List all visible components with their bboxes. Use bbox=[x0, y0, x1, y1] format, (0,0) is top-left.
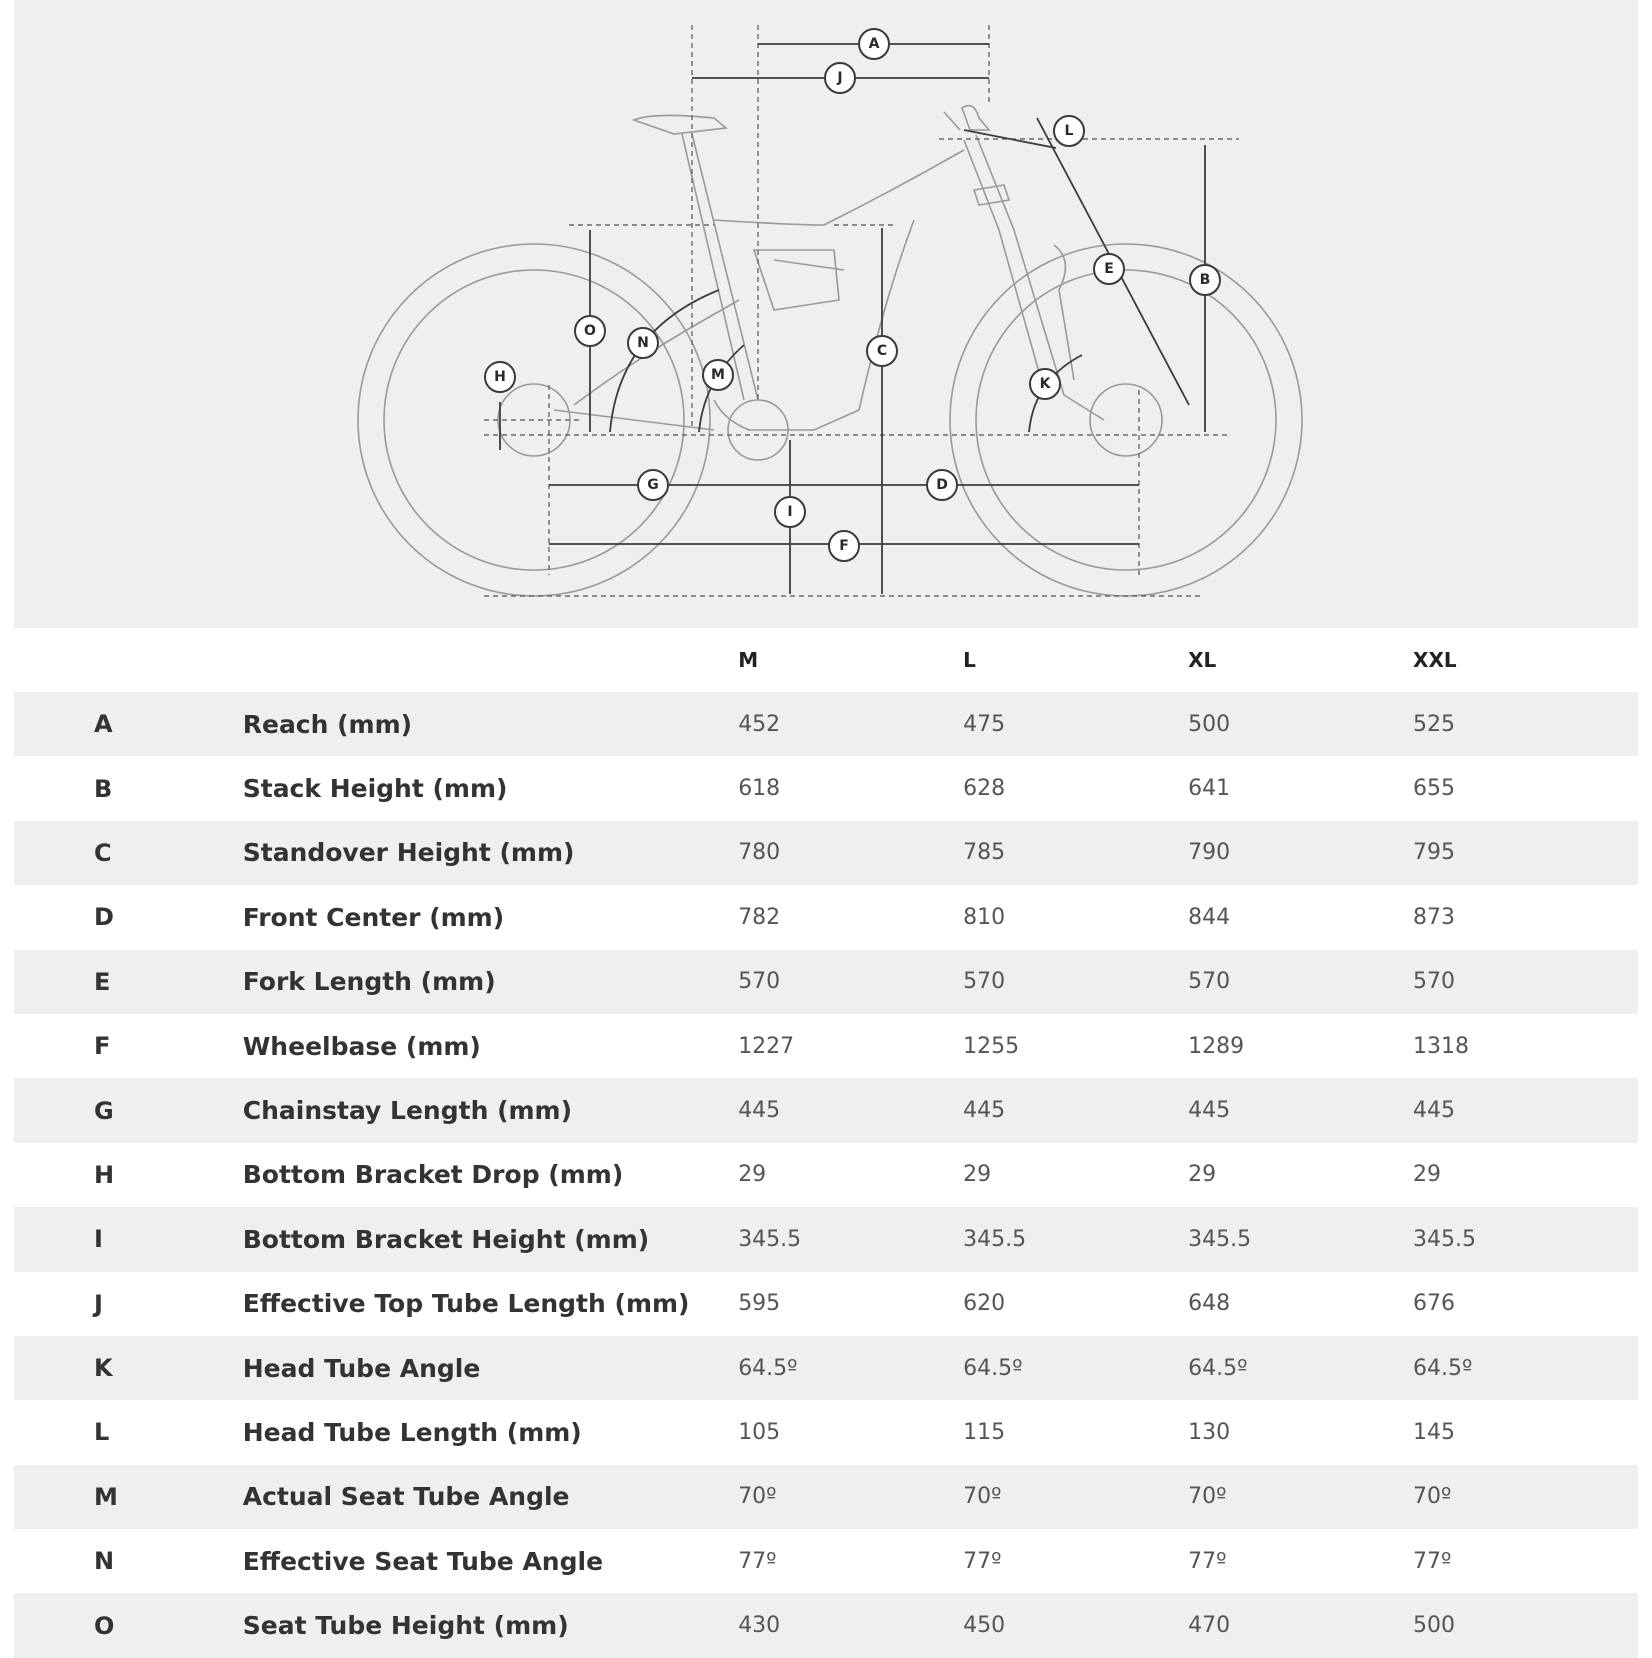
table-row bbox=[14, 1014, 1638, 1078]
row-label: Head Tube Angle bbox=[242, 1353, 481, 1383]
table-row bbox=[14, 756, 1638, 820]
badge-g bbox=[638, 470, 668, 500]
row-value: 77º bbox=[1413, 1548, 1452, 1574]
row-value: 1227 bbox=[738, 1033, 795, 1059]
row-value: 29 bbox=[738, 1162, 767, 1188]
geometry-diagram bbox=[14, 0, 1638, 628]
row-label: Bottom Bracket Drop (mm) bbox=[242, 1160, 624, 1190]
row-label: Fork Length (mm) bbox=[242, 967, 496, 997]
row-value: 64.5º bbox=[1413, 1355, 1473, 1381]
row-value: 64.5º bbox=[963, 1355, 1023, 1381]
table-row bbox=[14, 1336, 1638, 1400]
row-letter: D bbox=[94, 903, 114, 932]
badge-j bbox=[825, 63, 855, 93]
row-value: 345.5 bbox=[738, 1226, 802, 1252]
row-letter: M bbox=[94, 1482, 118, 1511]
badge-l bbox=[1054, 116, 1084, 146]
svg-text:D: D bbox=[936, 477, 948, 493]
row-value: 115 bbox=[963, 1419, 1006, 1445]
table-row bbox=[14, 950, 1638, 1014]
frame-outline bbox=[554, 106, 1104, 460]
badge-d bbox=[927, 470, 957, 500]
row-value: 785 bbox=[963, 840, 1006, 866]
row-value: 780 bbox=[738, 840, 781, 866]
row-label: Front Center (mm) bbox=[242, 902, 505, 932]
table-row bbox=[14, 1272, 1638, 1336]
table-row bbox=[14, 1465, 1638, 1529]
row-value: 1289 bbox=[1188, 1033, 1245, 1059]
row-value: 70º bbox=[1188, 1484, 1227, 1510]
row-value: 105 bbox=[738, 1419, 781, 1445]
badge-o bbox=[575, 316, 605, 346]
row-value: 570 bbox=[738, 969, 781, 995]
table-header bbox=[14, 628, 1638, 692]
row-value: 77º bbox=[738, 1548, 777, 1574]
svg-text:B: B bbox=[1199, 272, 1211, 288]
row-label: Bottom Bracket Height (mm) bbox=[242, 1224, 650, 1254]
row-value: 790 bbox=[1188, 840, 1231, 866]
badge-i bbox=[775, 497, 805, 527]
row-value: 500 bbox=[1413, 1613, 1456, 1639]
row-value: 70º bbox=[1413, 1484, 1452, 1510]
row-value: 64.5º bbox=[1188, 1355, 1248, 1381]
row-value: 570 bbox=[1188, 969, 1231, 995]
row-letter: E bbox=[94, 967, 111, 996]
row-label: Wheelbase (mm) bbox=[242, 1031, 481, 1061]
row-value: 873 bbox=[1413, 904, 1456, 930]
badge-b bbox=[1190, 265, 1220, 295]
row-letter: B bbox=[94, 774, 113, 803]
badge-k bbox=[1030, 369, 1060, 399]
svg-text:L: L bbox=[1064, 123, 1074, 139]
row-letter: J bbox=[94, 1289, 103, 1318]
row-value: 648 bbox=[1188, 1291, 1231, 1317]
row-letter: L bbox=[94, 1418, 110, 1447]
svg-text:A: A bbox=[868, 36, 880, 52]
svg-text:C: C bbox=[876, 343, 888, 359]
row-value: 70º bbox=[738, 1484, 777, 1510]
reference-lines bbox=[484, 25, 1239, 596]
table-row bbox=[14, 885, 1638, 949]
row-value: 570 bbox=[963, 969, 1006, 995]
row-value: 618 bbox=[738, 776, 781, 802]
row-label: Stack Height (mm) bbox=[242, 774, 508, 804]
row-value: 345.5 bbox=[1188, 1226, 1252, 1252]
row-label: Effective Seat Tube Angle bbox=[242, 1546, 604, 1576]
bike-geometry-drawing bbox=[14, 0, 1638, 628]
row-value: 570 bbox=[1413, 969, 1456, 995]
row-letter: O bbox=[94, 1611, 115, 1640]
row-value: 844 bbox=[1188, 904, 1231, 930]
svg-text:N: N bbox=[637, 335, 649, 351]
row-letter: I bbox=[94, 1225, 103, 1254]
row-value: 595 bbox=[738, 1291, 781, 1317]
row-label: Head Tube Length (mm) bbox=[242, 1417, 582, 1447]
size-header: M bbox=[738, 648, 759, 672]
svg-text:M: M bbox=[711, 367, 725, 383]
badge-n bbox=[628, 328, 658, 358]
row-label: Reach (mm) bbox=[242, 709, 413, 739]
row-value: 130 bbox=[1188, 1419, 1231, 1445]
row-letter: N bbox=[94, 1547, 115, 1576]
badge-e bbox=[1094, 254, 1124, 284]
table-row bbox=[14, 1400, 1638, 1464]
svg-text:H: H bbox=[494, 369, 506, 385]
row-value: 64.5º bbox=[738, 1355, 798, 1381]
size-header: XXL bbox=[1413, 648, 1457, 672]
row-value: 1255 bbox=[963, 1033, 1020, 1059]
badge-c bbox=[867, 336, 897, 366]
row-value: 475 bbox=[963, 711, 1006, 737]
row-letter: C bbox=[94, 838, 112, 867]
geometry-table bbox=[14, 628, 1638, 1658]
size-header: L bbox=[963, 648, 976, 672]
row-value: 525 bbox=[1413, 711, 1456, 737]
row-label: Seat Tube Height (mm) bbox=[242, 1611, 569, 1641]
row-value: 445 bbox=[1188, 1098, 1231, 1124]
row-value: 70º bbox=[963, 1484, 1002, 1510]
row-letter: A bbox=[94, 710, 113, 739]
svg-text:O: O bbox=[584, 323, 596, 339]
row-value: 641 bbox=[1188, 776, 1231, 802]
svg-text:J: J bbox=[837, 70, 843, 86]
row-value: 452 bbox=[738, 711, 781, 737]
row-value: 655 bbox=[1413, 776, 1456, 802]
row-value: 29 bbox=[963, 1162, 992, 1188]
row-letter: G bbox=[94, 1096, 114, 1125]
row-label: Effective Top Tube Length (mm) bbox=[242, 1289, 690, 1319]
svg-text:I: I bbox=[787, 504, 793, 520]
row-value: 782 bbox=[738, 904, 781, 930]
row-value: 430 bbox=[738, 1613, 781, 1639]
row-label: Standover Height (mm) bbox=[242, 838, 575, 868]
svg-text:F: F bbox=[839, 538, 849, 554]
row-value: 500 bbox=[1188, 711, 1231, 737]
table-row bbox=[14, 1593, 1638, 1657]
table-row bbox=[14, 821, 1638, 885]
badge-m bbox=[703, 360, 733, 390]
size-header: XL bbox=[1188, 648, 1217, 672]
row-value: 470 bbox=[1188, 1613, 1231, 1639]
badge-a bbox=[859, 29, 889, 59]
row-letter: K bbox=[94, 1354, 113, 1383]
row-letter: H bbox=[94, 1160, 115, 1189]
row-value: 1318 bbox=[1413, 1033, 1470, 1059]
row-value: 29 bbox=[1413, 1162, 1442, 1188]
row-value: 620 bbox=[963, 1291, 1006, 1317]
row-value: 29 bbox=[1188, 1162, 1217, 1188]
svg-text:G: G bbox=[647, 477, 659, 493]
row-value: 628 bbox=[963, 776, 1006, 802]
table-row bbox=[14, 1207, 1638, 1271]
row-value: 345.5 bbox=[963, 1226, 1027, 1252]
row-value: 345.5 bbox=[1413, 1226, 1477, 1252]
svg-text:K: K bbox=[1039, 376, 1051, 392]
row-value: 445 bbox=[1413, 1098, 1456, 1124]
row-value: 445 bbox=[963, 1098, 1006, 1124]
svg-text:E: E bbox=[1104, 261, 1114, 277]
table-row bbox=[14, 1078, 1638, 1142]
row-value: 145 bbox=[1413, 1419, 1456, 1445]
row-value: 77º bbox=[963, 1548, 1002, 1574]
badge-f bbox=[829, 531, 859, 561]
table-row bbox=[14, 692, 1638, 756]
row-value: 676 bbox=[1413, 1291, 1456, 1317]
row-value: 445 bbox=[738, 1098, 781, 1124]
row-value: 795 bbox=[1413, 840, 1456, 866]
row-label: Actual Seat Tube Angle bbox=[242, 1482, 570, 1512]
row-value: 810 bbox=[963, 904, 1006, 930]
row-value: 77º bbox=[1188, 1548, 1227, 1574]
row-label: Chainstay Length (mm) bbox=[242, 1096, 573, 1126]
table-row bbox=[14, 1529, 1638, 1593]
table-row bbox=[14, 1143, 1638, 1207]
dimension-lines bbox=[500, 44, 1205, 594]
row-letter: F bbox=[94, 1032, 111, 1061]
row-value: 450 bbox=[963, 1613, 1006, 1639]
badge-h bbox=[485, 362, 515, 392]
